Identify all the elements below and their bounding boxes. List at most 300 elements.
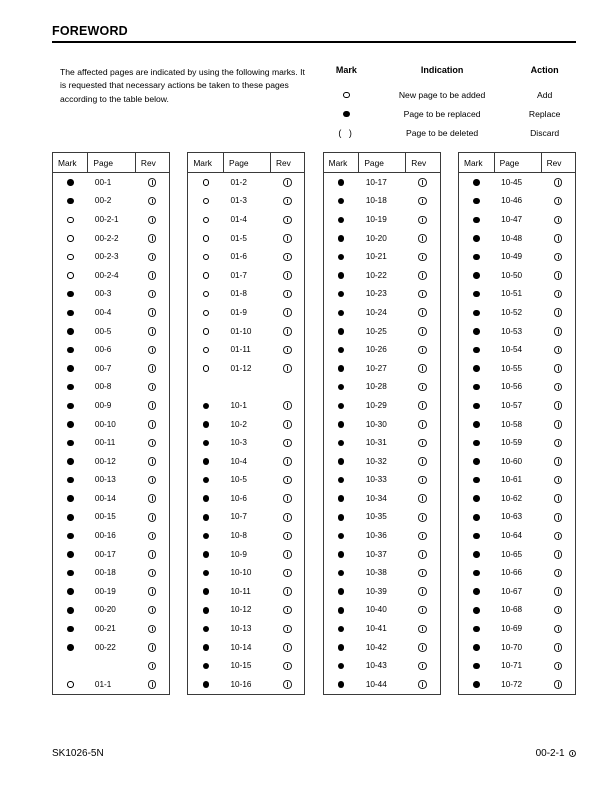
- footer-page-number: 00-2-1: [535, 748, 565, 759]
- table-row: [324, 489, 440, 508]
- filled-circle-icon: [203, 551, 210, 558]
- filled-circle-icon: [473, 217, 480, 224]
- row-mark-cell: [459, 247, 494, 266]
- filled-circle-icon: [473, 607, 480, 614]
- row-rev-cell: [406, 396, 440, 415]
- filled-circle-icon: [473, 198, 480, 205]
- row-mark-cell: [459, 526, 494, 545]
- row-rev-cell: [135, 359, 169, 378]
- legend-row: [320, 104, 578, 123]
- filled-circle-icon: [67, 495, 74, 502]
- row-page-cell: 10-28: [365, 382, 387, 392]
- filled-circle-icon: [67, 421, 74, 428]
- filled-circle-icon: [473, 291, 480, 298]
- table-row: [53, 452, 169, 471]
- row-rev-cell: [270, 638, 304, 657]
- row-mark-cell: [53, 229, 88, 248]
- row-page-cell: 10-35: [365, 512, 387, 522]
- table-row: [188, 508, 304, 527]
- row-mark-cell: [188, 285, 223, 304]
- row-rev-cell: [541, 192, 575, 211]
- row-rev-cell: [270, 545, 304, 564]
- revision-1-icon: [148, 271, 157, 280]
- row-page-cell: 10-55: [501, 363, 523, 373]
- row-page-cell: 00-1: [94, 177, 112, 187]
- row-mark-cell: [324, 415, 359, 434]
- table-row: [459, 173, 575, 192]
- revision-1-icon: [283, 271, 292, 280]
- column-header-rev: Rev: [270, 153, 304, 173]
- table-row: [459, 489, 575, 508]
- row-rev-cell: [541, 619, 575, 638]
- table-row: [53, 582, 169, 601]
- row-mark-cell: [324, 396, 359, 415]
- filled-circle-icon: [203, 681, 210, 688]
- row-rev-cell: [406, 471, 440, 490]
- column-header-rev: Rev: [135, 153, 169, 173]
- revision-1-icon: [418, 178, 427, 187]
- row-page-cell: 00-15: [94, 512, 116, 522]
- filled-circle-icon: [338, 421, 345, 428]
- filled-circle-icon: [67, 588, 74, 595]
- filled-circle-icon: [338, 272, 345, 279]
- table-row: [53, 396, 169, 415]
- row-mark-cell: [324, 656, 359, 675]
- row-page-cell: 01-11: [230, 345, 251, 355]
- row-rev-cell: [135, 192, 169, 211]
- filled-circle-icon: [67, 458, 74, 465]
- filled-circle-icon: [67, 551, 74, 558]
- filled-circle-icon: [338, 254, 345, 261]
- page-header: [52, 24, 576, 43]
- row-page-cell: 10-66: [501, 568, 523, 578]
- row-rev-cell: [541, 433, 575, 452]
- row-mark-cell: [188, 638, 223, 657]
- filled-circle-icon: [338, 235, 345, 242]
- filled-circle-icon: [203, 440, 210, 447]
- open-circle-icon: [203, 272, 210, 279]
- revision-1-icon: [418, 290, 427, 299]
- filled-circle-icon: [338, 384, 345, 391]
- table-row: [188, 415, 304, 434]
- row-mark-cell: [459, 508, 494, 527]
- row-mark-cell: [459, 489, 494, 508]
- row-rev-cell: [135, 526, 169, 545]
- row-page-cell: 10-40: [365, 605, 387, 615]
- revision-1-icon: [554, 476, 563, 485]
- row-page-cell: 10-51: [501, 289, 523, 299]
- row-rev-cell: [406, 545, 440, 564]
- row-mark-cell: [324, 210, 359, 229]
- row-mark-cell: [459, 433, 494, 452]
- row-mark-cell: [53, 192, 88, 211]
- row-mark-cell: [188, 675, 223, 694]
- row-rev-cell: [135, 340, 169, 359]
- row-page-cell: 10-44: [365, 679, 387, 689]
- row-mark-cell: [188, 545, 223, 564]
- filled-circle-icon: [203, 533, 210, 540]
- table-row: [53, 322, 169, 341]
- row-page-cell: 10-64: [501, 531, 523, 541]
- row-page-cell: 10-41: [365, 624, 387, 634]
- revision-1-icon: [148, 439, 157, 448]
- row-mark-cell: [53, 340, 88, 359]
- filled-circle-icon: [67, 607, 74, 614]
- row-mark-cell: [324, 173, 359, 192]
- table-row: [53, 675, 169, 694]
- filled-circle-icon: [473, 403, 480, 410]
- page-table-2: [187, 152, 305, 695]
- filled-circle-icon: [67, 626, 74, 633]
- filled-circle-icon: [473, 588, 480, 595]
- row-rev-cell: [541, 545, 575, 564]
- filled-circle-icon: [203, 421, 210, 428]
- row-rev-cell: [406, 192, 440, 211]
- row-mark-cell: [188, 563, 223, 582]
- revision-1-icon: [418, 457, 427, 466]
- row-rev-cell: [541, 582, 575, 601]
- row-rev-cell: [270, 192, 304, 211]
- row-mark-cell: [459, 359, 494, 378]
- filled-circle-icon: [67, 291, 74, 298]
- row-mark-cell: [459, 656, 494, 675]
- row-rev-cell: [406, 563, 440, 582]
- page-footer: [52, 748, 576, 759]
- filled-circle-icon: [473, 310, 480, 317]
- filled-circle-icon: [338, 458, 345, 465]
- row-mark-cell: [324, 545, 359, 564]
- revision-1-icon: [283, 513, 292, 522]
- row-mark-cell: [53, 545, 88, 564]
- row-rev-cell: [135, 303, 169, 322]
- filled-circle-icon: [338, 495, 345, 502]
- revision-1-icon: [283, 327, 292, 336]
- table-row: [459, 303, 575, 322]
- column-header-rev: Rev: [541, 153, 575, 173]
- row-page-cell: 10-61: [501, 475, 523, 485]
- row-mark-cell: [53, 415, 88, 434]
- row-page-cell: 10-45: [501, 177, 523, 187]
- row-page-cell: 00-2-1: [94, 214, 119, 224]
- row-rev-cell: [135, 619, 169, 638]
- row-mark-cell: [188, 247, 223, 266]
- row-mark-cell: [324, 508, 359, 527]
- table-row: [53, 210, 169, 229]
- table-row: [188, 266, 304, 285]
- filled-circle-icon: [67, 310, 74, 317]
- revision-1-icon: [418, 569, 427, 578]
- row-mark-cell: [324, 322, 359, 341]
- table-row: [459, 340, 575, 359]
- row-rev-cell: [541, 526, 575, 545]
- page-table-3: [323, 152, 441, 695]
- table-row: [324, 173, 440, 192]
- row-rev-cell: [541, 173, 575, 192]
- revision-1-icon: [554, 513, 563, 522]
- filled-circle-icon: [473, 421, 480, 428]
- table-row: [188, 247, 304, 266]
- row-rev-cell: [541, 359, 575, 378]
- filled-circle-icon: [338, 551, 345, 558]
- row-mark-cell: [324, 359, 359, 378]
- legend-mark-cell: [320, 104, 373, 123]
- column-header-page: Page: [224, 153, 271, 173]
- revision-1-icon: [283, 569, 292, 578]
- row-page-cell: 00-19: [94, 586, 116, 596]
- table-row: [188, 489, 304, 508]
- row-rev-cell: [135, 378, 169, 397]
- revision-1-icon: [283, 401, 292, 410]
- revision-1-icon: [148, 197, 157, 206]
- row-rev-cell: [270, 601, 304, 620]
- revision-1-icon: [554, 253, 563, 262]
- row-rev-cell: [270, 396, 304, 415]
- column-header-rev: Rev: [406, 153, 440, 173]
- revision-1-icon: [148, 569, 157, 578]
- row-mark-cell: [53, 601, 88, 620]
- row-page-cell: 01-7: [230, 270, 247, 280]
- row-rev-cell: [406, 210, 440, 229]
- row-mark-cell: [324, 619, 359, 638]
- row-rev-cell: [270, 489, 304, 508]
- row-rev-cell: [270, 210, 304, 229]
- row-page-cell: 10-72: [501, 679, 523, 689]
- row-page-cell: 10-58: [501, 419, 523, 429]
- filled-circle-icon: [473, 663, 480, 670]
- table-row: [53, 285, 169, 304]
- revision-1-icon: [283, 494, 292, 503]
- row-rev-cell: [541, 266, 575, 285]
- row-page-cell: 00-2: [94, 196, 112, 206]
- row-rev-cell: [406, 378, 440, 397]
- filled-circle-icon: [473, 235, 480, 242]
- row-mark-cell: [324, 471, 359, 490]
- table-row: [324, 545, 440, 564]
- revision-1-icon: [148, 476, 157, 485]
- row-mark-cell: [53, 526, 88, 545]
- row-rev-cell: [541, 638, 575, 657]
- row-page-cell: 10-2: [230, 419, 247, 429]
- filled-circle-icon: [473, 272, 480, 279]
- revision-1-icon: [554, 197, 563, 206]
- revision-1-icon: [418, 327, 427, 336]
- table-row: [324, 340, 440, 359]
- table-row: [188, 340, 304, 359]
- row-mark-cell: [53, 266, 88, 285]
- revision-1-icon: [283, 364, 292, 373]
- filled-circle-icon: [473, 328, 480, 335]
- row-mark-cell: [459, 471, 494, 490]
- filled-circle-icon: [67, 328, 74, 335]
- row-page-cell: 01-4: [230, 214, 247, 224]
- revision-1-icon: [418, 550, 427, 559]
- legend-action-cell: Add: [537, 89, 553, 100]
- row-rev-cell: [541, 508, 575, 527]
- revision-1-icon: [554, 290, 563, 299]
- table-row: [188, 229, 304, 248]
- table-row: [188, 359, 304, 378]
- filled-circle-icon: [67, 403, 74, 410]
- filled-circle-icon: [203, 644, 210, 651]
- intro-paragraph: The affected pages are indicated by using the following marks. It is requested that necessary actions be taken to these pages according to the table below.: [60, 67, 305, 104]
- table-row: [53, 340, 169, 359]
- page-table-4: [458, 152, 576, 695]
- open-circle-icon: [203, 310, 210, 317]
- table-row: [459, 656, 575, 675]
- table-row: [53, 656, 169, 675]
- revision-1-icon: [148, 662, 157, 671]
- revision-1-icon: [554, 662, 563, 671]
- row-mark-cell: [324, 638, 359, 657]
- row-mark-cell: [188, 192, 223, 211]
- table-row: [53, 378, 169, 397]
- revision-1-icon: [148, 625, 157, 634]
- row-mark-cell: [459, 601, 494, 620]
- revision-1-icon: [148, 253, 157, 262]
- revision-1-icon: [418, 439, 427, 448]
- filled-circle-icon: [473, 347, 480, 354]
- filled-circle-icon: [203, 588, 210, 595]
- row-page-cell: 01-10: [230, 326, 252, 336]
- row-rev-cell: [406, 340, 440, 359]
- row-rev-cell: [135, 173, 169, 192]
- row-mark-cell: [459, 563, 494, 582]
- table-row: [459, 545, 575, 564]
- revision-1-icon: [554, 383, 563, 392]
- table-row: [53, 247, 169, 266]
- table-row: [53, 303, 169, 322]
- table-row: [459, 415, 575, 434]
- open-circle-icon: [203, 291, 210, 298]
- row-rev-cell: [135, 489, 169, 508]
- table-row: [324, 601, 440, 620]
- row-mark-cell: [188, 508, 223, 527]
- filled-circle-icon: [203, 477, 210, 484]
- revision-1-icon: [418, 606, 427, 615]
- row-mark-cell: [324, 526, 359, 545]
- row-page-cell: 10-57: [501, 400, 523, 410]
- row-page-cell: 10-32: [365, 456, 387, 466]
- filled-circle-icon: [338, 328, 345, 335]
- row-rev-cell: [406, 489, 440, 508]
- row-rev-cell: [541, 563, 575, 582]
- open-circle-icon: [203, 328, 210, 335]
- filled-circle-icon: [67, 347, 74, 354]
- table-row: [459, 396, 575, 415]
- filled-circle-icon: [338, 663, 345, 670]
- row-rev-cell: [270, 322, 304, 341]
- row-page-cell: 10-30: [365, 419, 387, 429]
- table-row: [53, 638, 169, 657]
- revision-1-icon: [554, 216, 563, 225]
- row-mark-cell: [53, 619, 88, 638]
- filled-circle-icon: [473, 179, 480, 186]
- revision-1-icon: [418, 513, 427, 522]
- filled-circle-icon: [203, 495, 210, 502]
- revision-1-icon: [554, 587, 563, 596]
- open-circle-icon: [203, 198, 210, 205]
- table-row: [53, 359, 169, 378]
- table-row: [53, 526, 169, 545]
- row-page-cell: 10-25: [365, 326, 387, 336]
- row-page-cell: 10-38: [365, 568, 387, 578]
- row-page-cell: 10-10: [230, 568, 252, 578]
- row-mark-cell: [188, 619, 223, 638]
- filled-circle-icon: [67, 644, 74, 651]
- row-mark-cell: [53, 582, 88, 601]
- row-page-cell: 00-4: [94, 307, 112, 317]
- row-mark-cell: [459, 266, 494, 285]
- row-rev-cell: [135, 452, 169, 471]
- page-table-1: [52, 152, 170, 695]
- row-page-cell: 10-12: [230, 605, 252, 615]
- row-page-cell: 10-63: [501, 512, 523, 522]
- row-page-cell: 01-8: [230, 289, 247, 299]
- table-row: [459, 675, 575, 694]
- row-mark-cell: [324, 452, 359, 471]
- table-row: [459, 563, 575, 582]
- filled-circle-icon: [338, 365, 345, 372]
- row-page-cell: 10-33: [365, 475, 387, 485]
- filled-circle-icon: [67, 365, 74, 372]
- row-rev-cell: [270, 675, 304, 694]
- row-rev-cell: [541, 210, 575, 229]
- table-row: [53, 192, 169, 211]
- row-mark-cell: [188, 303, 223, 322]
- revision-1-icon: [283, 439, 292, 448]
- table-row: [188, 433, 304, 452]
- filled-circle-icon: [338, 644, 345, 651]
- table-row: [459, 526, 575, 545]
- row-rev-cell: [135, 247, 169, 266]
- revision-1-icon: [554, 327, 563, 336]
- row-rev-cell: [135, 322, 169, 341]
- row-rev-cell: [541, 322, 575, 341]
- row-mark-cell: [188, 359, 223, 378]
- row-mark-cell: [188, 378, 223, 397]
- row-mark-cell: [324, 247, 359, 266]
- table-row: [459, 471, 575, 490]
- row-rev-cell: [541, 675, 575, 694]
- row-page-cell: 00-7: [94, 363, 112, 373]
- table-row: [188, 396, 304, 415]
- row-mark-cell: [53, 378, 88, 397]
- revision-1-icon: [283, 308, 292, 317]
- row-page-cell: 10-19: [365, 214, 387, 224]
- filled-circle-icon: [338, 217, 345, 224]
- revision-1-icon: [418, 216, 427, 225]
- filled-circle-icon: [338, 607, 345, 614]
- row-rev-cell: [406, 322, 440, 341]
- row-mark-cell: [459, 229, 494, 248]
- table-row: [459, 508, 575, 527]
- table-row: [324, 359, 440, 378]
- revision-1-icon: [418, 401, 427, 410]
- row-mark-cell: [53, 675, 88, 694]
- filled-circle-icon: [67, 440, 74, 447]
- table-row: [324, 378, 440, 397]
- row-mark-cell: [459, 638, 494, 657]
- row-mark-cell: [459, 582, 494, 601]
- row-mark-cell: [324, 378, 359, 397]
- row-page-cell: 10-22: [365, 270, 387, 280]
- filled-circle-icon: [338, 514, 345, 521]
- filled-circle-icon: [338, 477, 345, 484]
- filled-circle-icon: [473, 365, 480, 372]
- row-page-cell: 10-52: [501, 307, 523, 317]
- revision-1-icon: [148, 290, 157, 299]
- row-page-cell: 10-69: [501, 624, 523, 634]
